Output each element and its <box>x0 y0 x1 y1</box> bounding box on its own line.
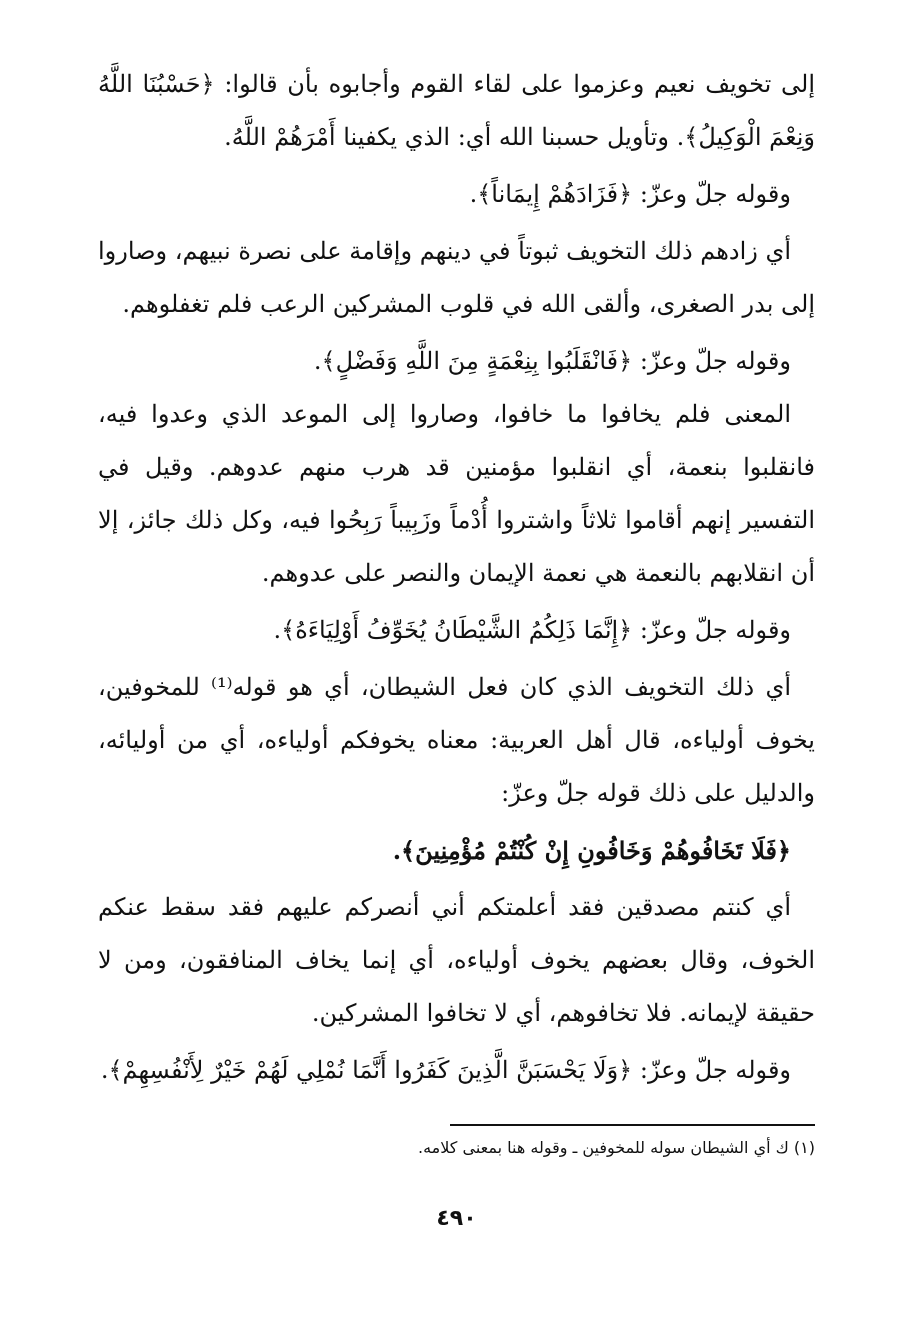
page-body <box>98 58 815 1097</box>
paragraph-3: أي زادهم ذلك التخويف ثبوتاً في دينهم وإقامة على نصرة نبيهم، وصاروا إلى بدر الصغرى، وألقى الله في قلوب المشركين الرعب فلم تغفلوهم. <box>98 237 815 318</box>
paragraph-5: المعنى فلم يخافوا ما خافوا، وصاروا إلى الموعد الذي وعدوا فيه، فانقلبوا بنعمة، أي انقلبوا مؤمنين قد هرب منهم عدوهم. وقيل في التفسير إنهم أقاموا ثلاثاً واشتروا أُدْماً وزَبِيباً رَبِحُوا فيه، وكل ذلك جائز، إلا أن انقلابهم بالنعمة هي نعمة الإيمان والنصر على عدوهم. <box>98 400 815 587</box>
paragraph-8: ﴿فَلَا تَخَافُوهُمْ وَخَافُونِ إِنْ كُنْتُمْ مُؤْمِنِينَ﴾. <box>392 836 791 865</box>
paragraph-2: وقوله جلّ وعزّ: ﴿فَزَادَهُمْ إِيمَاناً﴾. <box>469 180 791 208</box>
footnote: (١) ك أي الشيطان سوله للمخوفين ـ وقوله هنا بمعنى كلامه. <box>418 1138 815 1157</box>
paragraph-9: أي كنتم مصدقين فقد أعلمتكم أني أنصركم عليهم فقد سقط عنكم الخوف، وقال بعضهم يخوف أولياءه، أي إنما يخاف المنافقون، ومن لا حقيقة لإيمانه. فلا تخافوهم، أي لا تخافوا المشركين. <box>98 893 815 1027</box>
paragraph-10: وقوله جلّ وعزّ: ﴿وَلَا يَحْسَبَنَّ الَّذِينَ كَفَرُوا أَنَّمَا نُمْلِي لَهُمْ خَيْرٌ لِأَنْفُسِهِمْ﴾. <box>100 1056 791 1084</box>
paragraph-6: وقوله جلّ وعزّ: ﴿إِنَّمَا ذَلِكُمُ الشَّيْطَانُ يُخَوِّفُ أَوْلِيَاءَهُ﴾. <box>273 616 791 644</box>
paragraph-7: أي ذلك التخويف الذي كان فعل الشيطان، أي هو قوله⁽¹⁾ للمخوفين، يخوف أولياءه، قال أهل العربية: معناه يخوفكم أولياءه، أي من أوليائه، والدليل على ذلك قوله جلّ وعزّ: <box>98 673 815 807</box>
paragraph-4: وقوله جلّ وعزّ: ﴿فَانْقَلَبُوا بِنِعْمَةٍ مِنَ اللَّهِ وَفَضْلٍ﴾. <box>313 347 791 375</box>
paragraph-1: إلى تخويف نعيم وعزموا على لقاء القوم وأجابوه بأن قالوا: ﴿حَسْبُنَا اللَّهُ وَنِعْمَ الْوَكِيلُ﴾. وتأويل حسبنا الله أي: الذي يكفينا أَمْرَهُمْ اللَّهُ. <box>98 70 815 151</box>
page-number: ٤٩٠ <box>436 1206 477 1231</box>
footnote-divider <box>450 1124 815 1126</box>
